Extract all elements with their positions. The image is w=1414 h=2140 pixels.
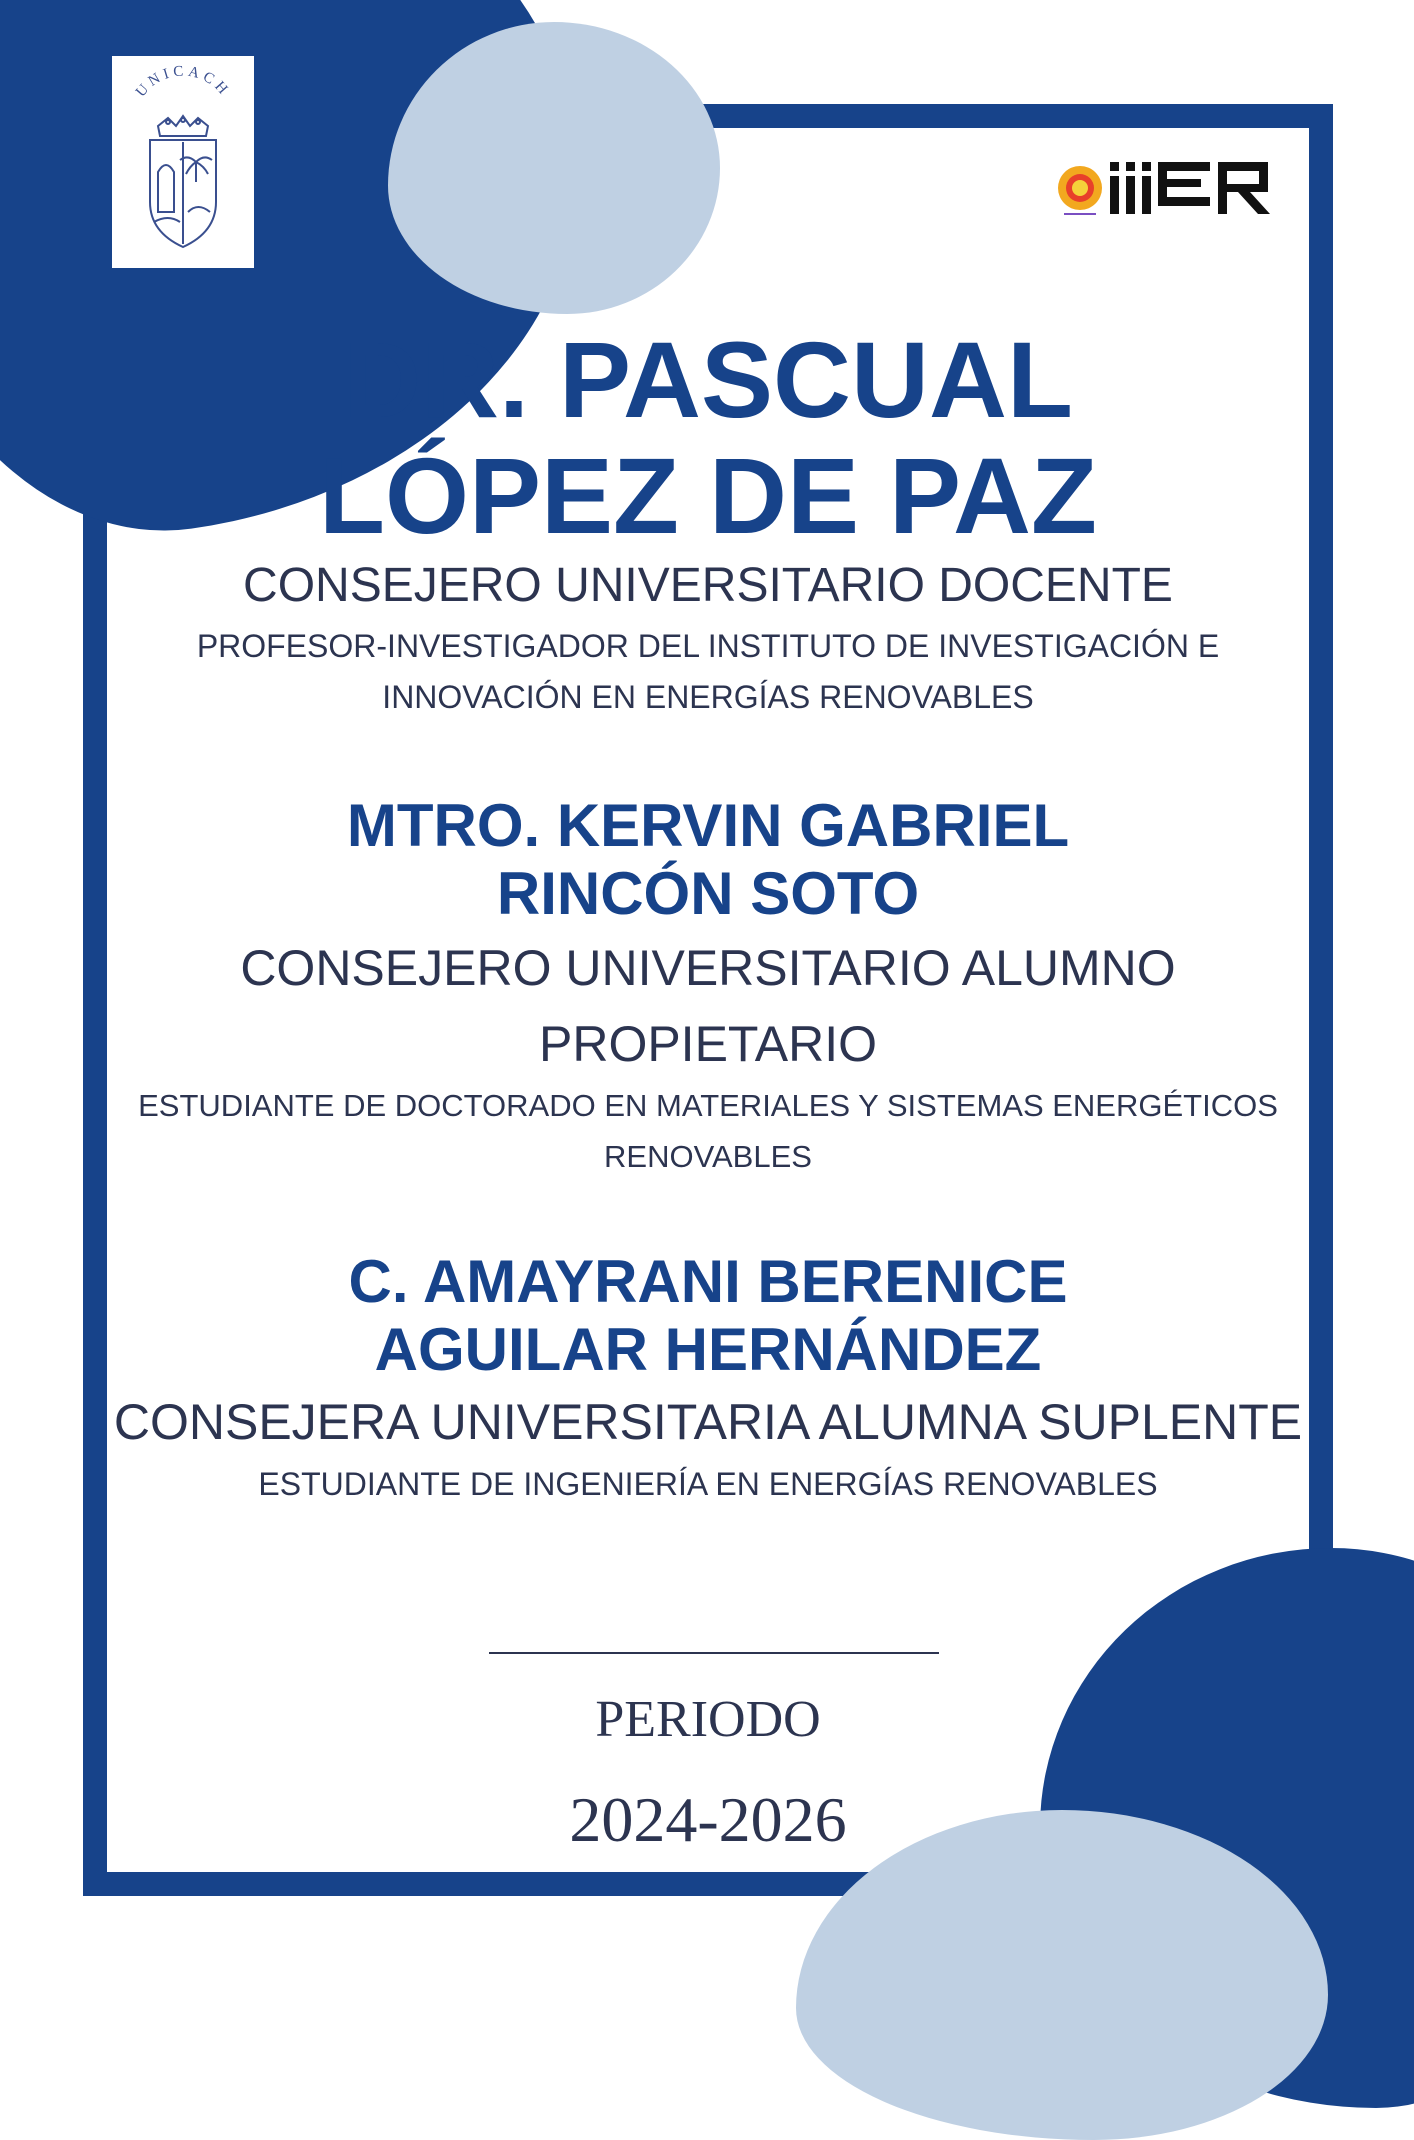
member-2-role-line-1: CONSEJERO UNIVERSITARIO ALUMNO [240,940,1176,996]
member-1-detail-line-1: PROFESOR-INVESTIGADOR DEL INSTITUTO DE INVESTIGACIÓN E [196,628,1220,664]
member-1-name-line-2: LÓPEZ DE PAZ [318,435,1098,556]
member-block-1 [83,319,1333,722]
period-label: PERIODO [595,1691,821,1748]
signature-line [489,1652,939,1654]
member-block-2 [83,792,1333,1182]
member-2-detail-line-1: ESTUDIANTE DE DOCTORADO EN MATERIALES Y SISTEMAS ENERGÉTICOS [138,1088,1278,1123]
period-block [83,1688,1333,1858]
iiier-logo [1052,150,1288,226]
period-value: 2024-2026 [569,1784,847,1855]
member-2-name-line-1: MTRO. KERVIN GABRIEL [346,792,1070,859]
member-1-role: CONSEJERO UNIVERSITARIO DOCENTE [243,559,1173,612]
member-2-name-line-2: RINCÓN SOTO [496,860,920,927]
member-block-3 [83,1248,1333,1508]
member-3-name-line-2: AGUILAR HERNÁNDEZ [374,1316,1042,1383]
unicach-seal-logo [112,56,254,268]
member-1-detail-line-2: INNOVACIÓN EN ENERGÍAS RENOVABLES [382,679,1034,715]
unicach-logo-text: UNICACH [133,63,233,101]
member-3-role: CONSEJERA UNIVERSITARIA ALUMNA SUPLENTE [113,1394,1303,1450]
member-2-detail-line-2: RENOVABLES [604,1139,812,1174]
svg-text:UNICACH [133,63,233,100]
member-3-detail: ESTUDIANTE DE INGENIERÍA EN ENERGÍAS RENOVABLES [258,1466,1158,1502]
member-2-role-line-2: PROPIETARIO [538,1016,877,1072]
member-3-name-line-1: C. AMAYRANI BERENICE [348,1248,1068,1315]
member-1-name-line-1: DR. PASCUAL [342,319,1073,440]
